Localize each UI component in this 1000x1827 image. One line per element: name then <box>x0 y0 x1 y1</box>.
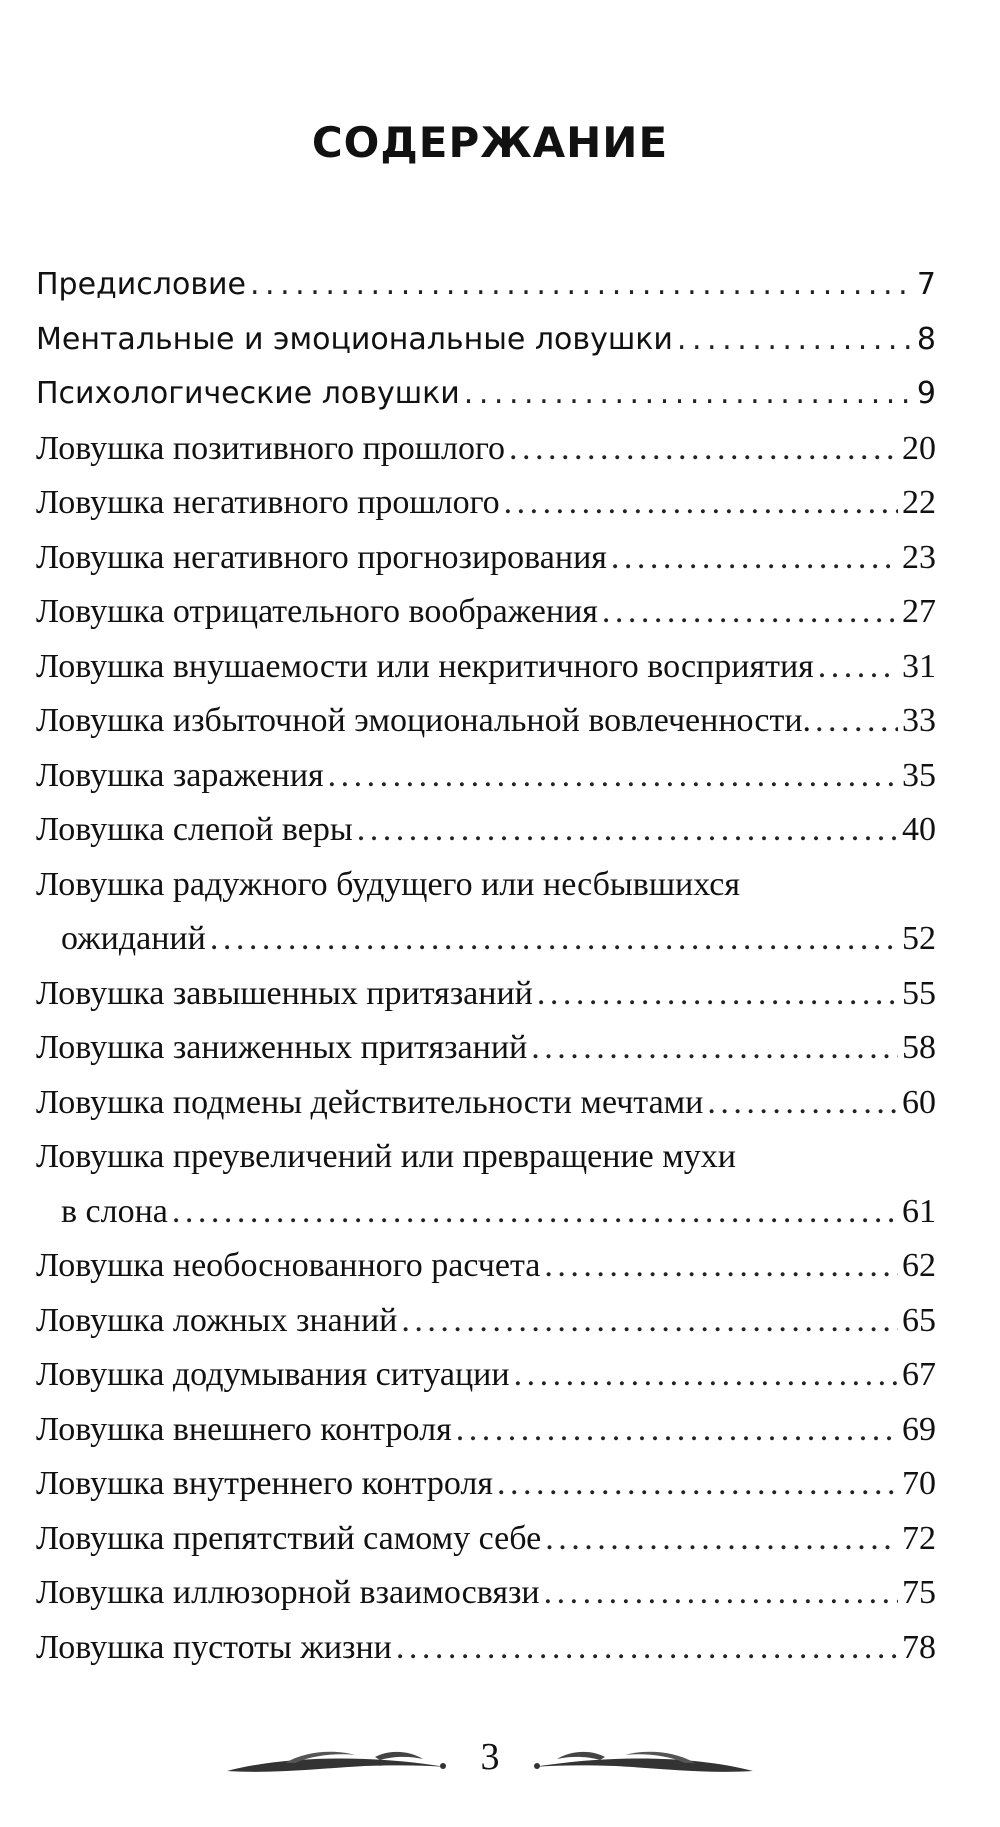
dot-leader <box>396 1621 898 1676</box>
dot-leader <box>509 422 898 477</box>
dot-leader <box>464 367 913 422</box>
toc-entry-title: Ловушка заражения <box>36 756 324 794</box>
toc-entry <box>36 1239 936 1294</box>
toc-entry-title: Ловушка негативного прошлого <box>36 484 500 521</box>
toc-entry-title: Ловушка необоснованного расчета <box>36 1247 541 1284</box>
toc-entry <box>36 1621 936 1676</box>
toc-entry-title: Ловушка внушаемости или некритичного восприятия <box>36 647 814 685</box>
toc-entry <box>36 1348 936 1403</box>
toc-entry-page: 60 <box>902 1083 936 1121</box>
dot-leader <box>544 1566 898 1621</box>
toc-entry <box>36 476 936 531</box>
toc-entry <box>36 1566 936 1621</box>
toc-entry-title: Ловушка избыточной эмоциональной вовлеченности. <box>36 702 812 739</box>
page-number: 3 <box>480 1736 500 1778</box>
toc-entry <box>36 640 936 695</box>
toc-entry-page: 72 <box>902 1519 936 1557</box>
toc-entry-page: 33 <box>902 702 936 739</box>
toc-entry <box>36 313 936 368</box>
toc-entry-title: Ловушка отрицательного воображения <box>36 593 598 630</box>
toc-entry-page: 23 <box>902 538 936 576</box>
toc-entry <box>36 1076 936 1131</box>
dot-leader <box>456 1403 898 1458</box>
toc-entry-title: Предисловие <box>36 267 246 302</box>
dot-leader <box>707 1076 898 1131</box>
dot-leader <box>250 258 913 313</box>
page-title: СОДЕРЖАНИЕ <box>311 118 669 167</box>
toc-entry-title: Ловушка внутреннего контроля <box>36 1465 493 1502</box>
dot-leader <box>544 1239 898 1294</box>
toc-entry-page: 35 <box>902 756 936 794</box>
toc-entry-title: Ловушка заниженных притязаний <box>36 1029 528 1066</box>
dot-leader <box>611 531 898 586</box>
toc-entry-page: 78 <box>902 1628 936 1666</box>
toc-entry <box>36 367 936 422</box>
toc-entry <box>36 1403 936 1458</box>
toc-entry <box>36 1130 936 1239</box>
toc-entry-title: Ловушка подмены действительности мечтами <box>36 1083 704 1121</box>
toc-entry-title: Ловушка слепой веры <box>36 811 353 848</box>
toc-entry-page: 22 <box>902 484 936 521</box>
dot-leader <box>328 749 898 804</box>
dot-leader <box>504 476 898 531</box>
toc-entry-page: 9 <box>916 376 936 411</box>
dot-leader <box>602 585 898 640</box>
toc-entry-title-continued: ожиданий <box>61 920 206 957</box>
toc-entry-title: Ловушка пустоты жизни <box>36 1628 392 1666</box>
toc-entry <box>36 1021 936 1076</box>
toc-entry-page: 70 <box>902 1465 936 1502</box>
dot-leader <box>401 1294 898 1349</box>
toc-entry <box>36 531 936 586</box>
dot-leader <box>818 640 898 695</box>
table-of-contents <box>36 258 936 1675</box>
toc-entry-title: Ловушка ложных знаний <box>36 1301 398 1339</box>
toc-entry-page: 61 <box>902 1192 936 1230</box>
toc-entry-page: 67 <box>902 1356 936 1393</box>
dot-leader <box>172 1185 898 1240</box>
toc-entry-title: Ловушка иллюзорной взаимосвязи <box>36 1574 540 1611</box>
toc-entry <box>36 258 936 313</box>
toc-entry <box>36 1512 936 1567</box>
dot-leader <box>357 803 898 858</box>
toc-entry <box>36 967 936 1022</box>
toc-entry-page: 8 <box>916 321 936 357</box>
toc-entry <box>36 858 936 967</box>
dot-leader <box>815 694 898 749</box>
toc-entry-title: Ловушка негативного прогнозирования <box>36 538 607 576</box>
toc-entry <box>36 694 936 749</box>
dot-leader <box>531 1021 898 1076</box>
toc-entry-page: 75 <box>902 1574 936 1611</box>
dot-leader <box>545 1512 898 1567</box>
dot-leader <box>497 1457 898 1512</box>
toc-entry <box>36 1457 936 1512</box>
dot-leader <box>210 912 898 967</box>
toc-entry <box>36 1294 936 1349</box>
toc-entry-page: 52 <box>902 920 936 957</box>
toc-entry <box>36 422 936 477</box>
toc-entry-title: Ловушка радужного будущего или несбывшихся <box>36 865 740 903</box>
dot-leader <box>537 967 898 1022</box>
toc-entry-page: 65 <box>902 1301 936 1339</box>
toc-entry-page: 20 <box>902 429 936 467</box>
toc-entry-title-continued: в слона <box>61 1192 168 1230</box>
toc-entry <box>36 803 936 858</box>
toc-entry-title: Психологические ловушки <box>36 376 460 411</box>
toc-entry-title: Ловушка внешнего контроля <box>36 1410 452 1448</box>
toc-entry-page: 40 <box>902 811 936 848</box>
toc-entry-page: 27 <box>902 593 936 630</box>
toc-entry-page: 31 <box>902 647 936 685</box>
toc-entry <box>36 749 936 804</box>
toc-entry-title: Ментальные и эмоциональные ловушки <box>36 321 673 357</box>
toc-entry-title: Ловушка завышенных притязаний <box>36 974 533 1012</box>
toc-entry-page: 7 <box>916 267 936 302</box>
toc-entry-page: 69 <box>902 1410 936 1448</box>
toc-entry <box>36 585 936 640</box>
toc-entry-page: 62 <box>902 1247 936 1284</box>
dot-leader <box>677 313 913 368</box>
page-footer <box>0 1735 980 1795</box>
toc-entry-title: Ловушка позитивного прошлого <box>36 429 506 467</box>
toc-entry-page: 58 <box>902 1029 936 1066</box>
toc-entry-title: Ловушка препятствий самому себе <box>36 1519 542 1557</box>
toc-entry-page: 55 <box>902 974 936 1012</box>
flourish-right-icon <box>530 1747 755 1783</box>
dot-leader <box>514 1348 898 1403</box>
toc-entry-title: Ловушка преувеличений или превращение мухи <box>36 1138 736 1175</box>
toc-entry-title: Ловушка додумывания ситуации <box>36 1356 510 1393</box>
